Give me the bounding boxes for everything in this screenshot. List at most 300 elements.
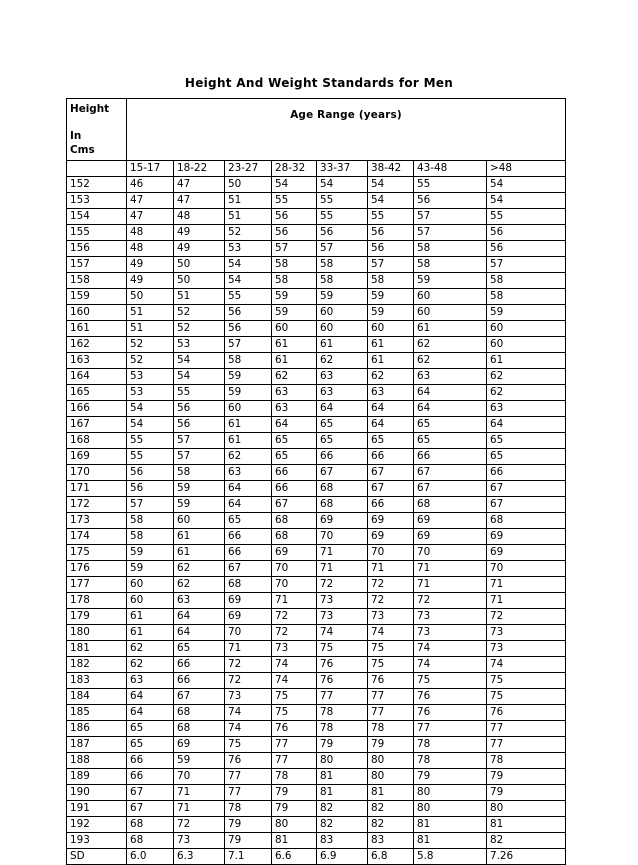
weight-cell: 59 xyxy=(127,561,174,577)
weight-cell: 56 xyxy=(317,225,368,241)
weight-cell: 72 xyxy=(225,673,272,689)
weight-cell: 54 xyxy=(127,417,174,433)
weight-cell: 51 xyxy=(127,321,174,337)
weight-cell: 53 xyxy=(127,369,174,385)
weight-cell: 64 xyxy=(317,401,368,417)
weight-cell: 61 xyxy=(225,433,272,449)
weight-cell: 59 xyxy=(272,289,317,305)
weight-cell: 59 xyxy=(174,481,225,497)
height-cell: 168 xyxy=(67,433,127,449)
height-cell: 192 xyxy=(67,817,127,833)
weight-cell: 66 xyxy=(127,753,174,769)
weight-cell: 78 xyxy=(317,705,368,721)
weight-cell: 79 xyxy=(272,785,317,801)
weight-cell: 80 xyxy=(368,753,414,769)
weight-cell: 72 xyxy=(414,593,487,609)
height-cell: 176 xyxy=(67,561,127,577)
weight-cell: 69 xyxy=(225,609,272,625)
table-row xyxy=(67,481,566,497)
weight-cell: 6.9 xyxy=(317,849,368,865)
weight-cell: 60 xyxy=(368,321,414,337)
header-spacer xyxy=(70,116,126,129)
weight-cell: 64 xyxy=(225,497,272,513)
weight-cell: 59 xyxy=(225,385,272,401)
weight-cell: 68 xyxy=(317,481,368,497)
table-row xyxy=(67,225,566,241)
weight-cell: 6.0 xyxy=(127,849,174,865)
height-cell: 179 xyxy=(67,609,127,625)
weight-cell: 69 xyxy=(272,545,317,561)
height-cell: 166 xyxy=(67,401,127,417)
weight-cell: 67 xyxy=(272,497,317,513)
weight-cell: 75 xyxy=(225,737,272,753)
weight-cell: 71 xyxy=(272,593,317,609)
weight-cell: 71 xyxy=(487,593,566,609)
table-row xyxy=(67,305,566,321)
height-cell: 174 xyxy=(67,529,127,545)
weight-cell: 60 xyxy=(487,337,566,353)
weight-cell: 65 xyxy=(225,513,272,529)
weight-cell: 55 xyxy=(317,193,368,209)
table-row xyxy=(67,321,566,337)
weight-cell: 78 xyxy=(225,801,272,817)
weight-cell: 64 xyxy=(127,705,174,721)
weight-cell: 63 xyxy=(272,401,317,417)
weight-cell: 74 xyxy=(414,641,487,657)
weight-cell: 65 xyxy=(487,449,566,465)
weight-cell: 62 xyxy=(127,657,174,673)
weight-cell: 51 xyxy=(225,209,272,225)
height-cell: 181 xyxy=(67,641,127,657)
weight-cell: 68 xyxy=(317,497,368,513)
weight-cell: 59 xyxy=(174,753,225,769)
weight-cell: 59 xyxy=(414,273,487,289)
age-range-column-header: 28-32 xyxy=(272,161,317,177)
weight-cell: 53 xyxy=(225,241,272,257)
weight-cell: 62 xyxy=(174,561,225,577)
weight-cell: 52 xyxy=(127,337,174,353)
weight-cell: 49 xyxy=(174,225,225,241)
weight-cell: 58 xyxy=(414,257,487,273)
height-column-header xyxy=(67,99,127,161)
table-row xyxy=(67,369,566,385)
age-range-column-header: >48 xyxy=(487,161,566,177)
height-cell: 191 xyxy=(67,801,127,817)
weight-cell: 66 xyxy=(368,449,414,465)
weight-cell: 58 xyxy=(225,353,272,369)
height-cell: 164 xyxy=(67,369,127,385)
height-cell: 183 xyxy=(67,673,127,689)
weight-cell: 54 xyxy=(174,369,225,385)
weight-cell: 61 xyxy=(317,337,368,353)
weight-cell: 62 xyxy=(174,577,225,593)
weight-cell: 54 xyxy=(368,177,414,193)
table-row xyxy=(67,769,566,785)
weight-cell: 70 xyxy=(414,545,487,561)
height-cell: 152 xyxy=(67,177,127,193)
weight-cell: 58 xyxy=(272,273,317,289)
weight-cell: 77 xyxy=(487,721,566,737)
weight-cell: 70 xyxy=(272,577,317,593)
weight-cell: 72 xyxy=(225,657,272,673)
height-cell: 171 xyxy=(67,481,127,497)
weight-cell: 74 xyxy=(272,657,317,673)
weight-cell: 66 xyxy=(317,449,368,465)
weight-cell: 76 xyxy=(272,721,317,737)
weight-cell: 80 xyxy=(272,817,317,833)
age-range-column-header: 18-22 xyxy=(174,161,225,177)
weight-cell: 76 xyxy=(368,673,414,689)
weight-cell: 72 xyxy=(368,577,414,593)
height-cell: 180 xyxy=(67,625,127,641)
weight-cell: 67 xyxy=(127,801,174,817)
weight-cell: 71 xyxy=(317,545,368,561)
weight-cell: 65 xyxy=(414,417,487,433)
table-row xyxy=(67,737,566,753)
weight-cell: 55 xyxy=(127,433,174,449)
weight-cell: 54 xyxy=(225,273,272,289)
weight-cell: 81 xyxy=(317,769,368,785)
weight-cell: 70 xyxy=(317,529,368,545)
weight-cell: 55 xyxy=(272,193,317,209)
weight-cell: 55 xyxy=(414,177,487,193)
weight-cell: 81 xyxy=(414,833,487,849)
weight-cell: 74 xyxy=(317,625,368,641)
weight-cell: 59 xyxy=(272,305,317,321)
table-row xyxy=(67,833,566,849)
weight-cell: 55 xyxy=(487,209,566,225)
weight-cell: 70 xyxy=(487,561,566,577)
weight-cell: 62 xyxy=(414,337,487,353)
table-row xyxy=(67,529,566,545)
weight-cell: 74 xyxy=(414,657,487,673)
weight-cell: 68 xyxy=(174,705,225,721)
weight-cell: 82 xyxy=(317,801,368,817)
weight-cell: 5.8 xyxy=(414,849,487,865)
weight-cell: 58 xyxy=(317,273,368,289)
weight-cell: 61 xyxy=(225,417,272,433)
table-row xyxy=(67,465,566,481)
weight-cell: 66 xyxy=(127,769,174,785)
weight-cell: 73 xyxy=(487,625,566,641)
weight-cell: 65 xyxy=(127,737,174,753)
weight-cell: 55 xyxy=(317,209,368,225)
age-range-column-header: 43-48 xyxy=(414,161,487,177)
weight-cell: 58 xyxy=(127,529,174,545)
weight-cell: 74 xyxy=(225,705,272,721)
weight-cell: 80 xyxy=(368,769,414,785)
weight-cell: 77 xyxy=(487,737,566,753)
weight-cell: 66 xyxy=(368,497,414,513)
weight-cell: 73 xyxy=(487,641,566,657)
height-cell: 159 xyxy=(67,289,127,305)
weight-cell: 69 xyxy=(368,529,414,545)
weight-cell: 79 xyxy=(368,737,414,753)
weight-cell: 65 xyxy=(368,433,414,449)
weight-cell: 71 xyxy=(317,561,368,577)
weight-cell: 71 xyxy=(487,577,566,593)
weight-cell: 72 xyxy=(487,609,566,625)
weight-cell: 49 xyxy=(174,241,225,257)
weight-cell: 59 xyxy=(368,305,414,321)
weight-cell: 64 xyxy=(272,417,317,433)
table-row xyxy=(67,401,566,417)
table-row xyxy=(67,561,566,577)
weight-cell: 71 xyxy=(174,801,225,817)
weight-cell: 83 xyxy=(317,833,368,849)
weight-cell: 58 xyxy=(174,465,225,481)
height-cell: 182 xyxy=(67,657,127,673)
weight-cell: 72 xyxy=(317,577,368,593)
weight-cell: 49 xyxy=(127,257,174,273)
height-cell: 160 xyxy=(67,305,127,321)
weight-cell: 7.26 xyxy=(487,849,566,865)
weight-cell: 75 xyxy=(272,689,317,705)
height-cell: 155 xyxy=(67,225,127,241)
weight-cell: 78 xyxy=(487,753,566,769)
table-row xyxy=(67,289,566,305)
weight-cell: 54 xyxy=(487,193,566,209)
weight-cell: 74 xyxy=(368,625,414,641)
weight-cell: 72 xyxy=(368,593,414,609)
weight-cell: 55 xyxy=(225,289,272,305)
weight-cell: 56 xyxy=(127,465,174,481)
weight-cell: 80 xyxy=(414,801,487,817)
weight-cell: 73 xyxy=(368,609,414,625)
weight-cell: 70 xyxy=(272,561,317,577)
table-row xyxy=(67,513,566,529)
weight-cell: 70 xyxy=(225,625,272,641)
weight-cell: 66 xyxy=(225,529,272,545)
weight-cell: 54 xyxy=(487,177,566,193)
weight-cell: 80 xyxy=(414,785,487,801)
weight-cell: 50 xyxy=(174,257,225,273)
weight-cell: 60 xyxy=(487,321,566,337)
weight-cell: 64 xyxy=(368,401,414,417)
weight-cell: 76 xyxy=(317,657,368,673)
weight-cell: 51 xyxy=(127,305,174,321)
weight-cell: 79 xyxy=(487,785,566,801)
weight-cell: 46 xyxy=(127,177,174,193)
weight-cell: 61 xyxy=(174,545,225,561)
weight-cell: 68 xyxy=(272,529,317,545)
weight-cell: 75 xyxy=(368,657,414,673)
height-cell: 170 xyxy=(67,465,127,481)
height-cell: 157 xyxy=(67,257,127,273)
weight-cell: 52 xyxy=(174,321,225,337)
height-unit-label-cms: Cms xyxy=(70,144,95,156)
weight-cell: 76 xyxy=(317,673,368,689)
weight-cell: 67 xyxy=(127,785,174,801)
weight-cell: 62 xyxy=(225,449,272,465)
weight-cell: 79 xyxy=(487,769,566,785)
weight-cell: 77 xyxy=(272,737,317,753)
page-title: Height And Weight Standards for Men xyxy=(184,76,454,90)
weight-cell: 48 xyxy=(127,225,174,241)
weight-cell: 60 xyxy=(174,513,225,529)
weight-cell: 62 xyxy=(487,385,566,401)
weight-cell: 68 xyxy=(487,513,566,529)
weight-cell: 56 xyxy=(487,225,566,241)
weight-cell: 66 xyxy=(414,449,487,465)
table-row xyxy=(67,241,566,257)
weight-cell: 56 xyxy=(272,225,317,241)
weight-cell: 54 xyxy=(127,401,174,417)
weight-cell: 55 xyxy=(368,209,414,225)
weight-cell: 7.1 xyxy=(225,849,272,865)
weight-cell: 67 xyxy=(368,465,414,481)
table-row xyxy=(67,785,566,801)
weight-cell: 62 xyxy=(272,369,317,385)
weight-cell: 77 xyxy=(225,769,272,785)
age-range-column-header: 33-37 xyxy=(317,161,368,177)
weight-cell: 59 xyxy=(127,545,174,561)
weight-cell: 63 xyxy=(487,401,566,417)
weight-cell: 81 xyxy=(487,817,566,833)
weight-cell: 69 xyxy=(487,529,566,545)
weight-cell: 65 xyxy=(272,433,317,449)
weight-cell: 82 xyxy=(487,833,566,849)
weight-cell: 64 xyxy=(414,401,487,417)
weight-cell: 63 xyxy=(127,673,174,689)
weight-cell: 62 xyxy=(487,369,566,385)
weight-cell: 82 xyxy=(368,817,414,833)
weight-cell: 68 xyxy=(414,497,487,513)
height-cell: 177 xyxy=(67,577,127,593)
height-cell: 165 xyxy=(67,385,127,401)
weight-cell: 80 xyxy=(487,801,566,817)
table-row xyxy=(67,753,566,769)
weight-cell: 66 xyxy=(272,465,317,481)
weight-cell: 75 xyxy=(414,673,487,689)
table-row xyxy=(67,721,566,737)
weight-cell: 61 xyxy=(368,337,414,353)
weight-cell: 62 xyxy=(414,353,487,369)
weight-cell: 50 xyxy=(174,273,225,289)
weight-cell: 61 xyxy=(174,529,225,545)
weight-cell: 63 xyxy=(368,385,414,401)
weight-cell: 54 xyxy=(225,257,272,273)
height-cell: 163 xyxy=(67,353,127,369)
weight-cell: 57 xyxy=(414,209,487,225)
weight-cell: 75 xyxy=(272,705,317,721)
height-cell: 188 xyxy=(67,753,127,769)
weight-cell: 75 xyxy=(487,673,566,689)
weight-cell: 77 xyxy=(368,705,414,721)
weight-cell: 48 xyxy=(174,209,225,225)
weight-cell: 64 xyxy=(368,417,414,433)
height-cell: 175 xyxy=(67,545,127,561)
weight-cell: 75 xyxy=(368,641,414,657)
height-cell: 167 xyxy=(67,417,127,433)
weight-cell: 72 xyxy=(272,609,317,625)
weight-cell: 56 xyxy=(174,417,225,433)
weight-cell: 78 xyxy=(272,769,317,785)
weight-cell: 62 xyxy=(317,353,368,369)
weight-cell: 66 xyxy=(487,465,566,481)
weight-cell: 69 xyxy=(414,529,487,545)
weight-cell: 71 xyxy=(368,561,414,577)
weight-cell: 61 xyxy=(127,609,174,625)
weight-cell: 61 xyxy=(368,353,414,369)
weight-cell: 67 xyxy=(174,689,225,705)
weight-cell: 67 xyxy=(414,465,487,481)
weight-cell: 57 xyxy=(127,497,174,513)
weight-cell: 63 xyxy=(174,593,225,609)
weight-cell: 50 xyxy=(225,177,272,193)
weight-cell: 61 xyxy=(487,353,566,369)
weight-cell: 66 xyxy=(225,545,272,561)
weight-cell: 48 xyxy=(127,241,174,257)
weight-cell: 73 xyxy=(414,609,487,625)
weight-cell: 66 xyxy=(272,481,317,497)
weight-cell: 58 xyxy=(272,257,317,273)
weight-cell: 57 xyxy=(487,257,566,273)
weight-cell: 51 xyxy=(225,193,272,209)
weight-cell: 61 xyxy=(414,321,487,337)
weight-cell: 67 xyxy=(368,481,414,497)
weight-cell: 79 xyxy=(225,833,272,849)
weight-cell: 61 xyxy=(272,337,317,353)
weight-cell: 56 xyxy=(487,241,566,257)
weight-cell: 58 xyxy=(317,257,368,273)
weight-cell: 59 xyxy=(368,289,414,305)
weight-cell: 64 xyxy=(414,385,487,401)
weight-cell: 77 xyxy=(368,689,414,705)
weight-cell: 65 xyxy=(414,433,487,449)
weight-cell: 6.8 xyxy=(368,849,414,865)
weight-cell: 81 xyxy=(317,785,368,801)
weight-cell: 56 xyxy=(368,225,414,241)
table-row xyxy=(67,593,566,609)
weight-cell: 60 xyxy=(272,321,317,337)
weight-cell: 58 xyxy=(368,273,414,289)
weight-cell: 80 xyxy=(317,753,368,769)
weight-cell: 57 xyxy=(174,433,225,449)
table-row xyxy=(67,385,566,401)
weight-cell: 63 xyxy=(225,465,272,481)
weight-cell: 78 xyxy=(317,721,368,737)
weight-cell: 56 xyxy=(368,241,414,257)
weight-cell: 82 xyxy=(317,817,368,833)
table-row xyxy=(67,449,566,465)
weight-cell: 65 xyxy=(174,641,225,657)
weight-cell: 56 xyxy=(272,209,317,225)
height-cell: 154 xyxy=(67,209,127,225)
table-row xyxy=(67,625,566,641)
weight-cell: 6.6 xyxy=(272,849,317,865)
table-row xyxy=(67,577,566,593)
weight-cell: 63 xyxy=(317,369,368,385)
weight-cell: 76 xyxy=(414,705,487,721)
weight-cell: 82 xyxy=(368,801,414,817)
weight-cell: 60 xyxy=(414,305,487,321)
weight-cell: 65 xyxy=(127,721,174,737)
weight-cell: 65 xyxy=(272,449,317,465)
height-cell: 169 xyxy=(67,449,127,465)
weight-cell: 59 xyxy=(174,497,225,513)
weight-cell: 72 xyxy=(174,817,225,833)
weight-cell: 73 xyxy=(225,689,272,705)
weight-cell: 6.3 xyxy=(174,849,225,865)
weight-cell: 69 xyxy=(487,545,566,561)
header-row xyxy=(67,99,566,161)
weight-cell: 63 xyxy=(317,385,368,401)
height-cell: 153 xyxy=(67,193,127,209)
weight-cell: 64 xyxy=(127,689,174,705)
table-row xyxy=(67,849,566,865)
weight-cell: 62 xyxy=(127,641,174,657)
